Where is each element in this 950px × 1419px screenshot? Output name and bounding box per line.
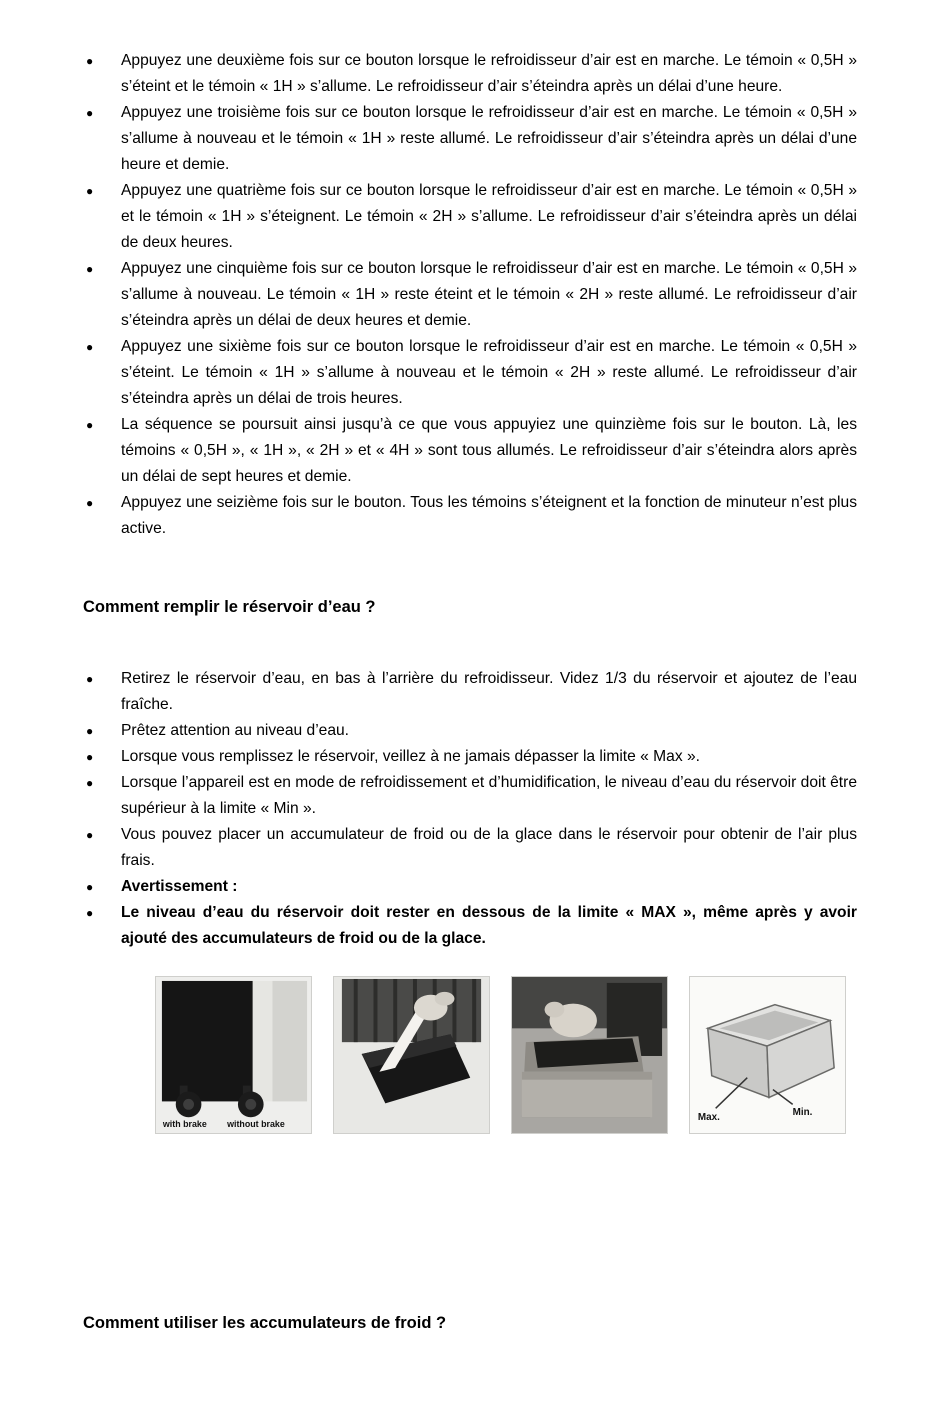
bullet-text: Appuyez une deuxième fois sur ce bouton lorsque le refroidisseur d’air est en marche. Le témoin « 0,5H » s’éteint et le témoin « 1H » s’allume. Le refroidisseur d’air s’éteindra après un délai d’une heure. (121, 52, 857, 95)
hand-in-tank-photo (511, 976, 668, 1134)
bullet-icon: ● (86, 750, 94, 764)
bullet-text: Appuyez une troisième fois sur ce bouton lorsque le refroidisseur d’air est en marche. Le témoin « 0,5H » s’allume à nouveau et le témoin « 1H » reste allumé. Le refroidisseur d’air s’éteindra après un délai d’une heure et demie. (121, 104, 857, 173)
bullet-item (83, 718, 857, 744)
bullet-item (83, 178, 857, 256)
timer-bullet-list (83, 48, 857, 542)
bullet-item (83, 256, 857, 334)
bullet-item (83, 874, 857, 900)
bullet-text: Lorsque l’appareil est en mode de refroidissement et d’humidification, le niveau d’eau du réservoir doit être supérieur à la limite « Min ». (121, 774, 857, 817)
bullet-item (83, 412, 857, 490)
remove-tank-photo (333, 976, 490, 1134)
bullet-icon: ● (86, 340, 94, 354)
bullet-text: Appuyez une sixième fois sur ce bouton lorsque le refroidisseur d’air est en marche. Le témoin « 0,5H » s’éteint. Le témoin « 1H » s’allume à nouveau et le témoin « 2H » reste allumé. Le refroidisseur d’air s’éteindra après un délai de trois heures. (121, 338, 857, 407)
section-heading-reservoir: Comment remplir le réservoir d’eau ? (83, 598, 376, 616)
cooler-casters-illustration (156, 977, 311, 1133)
bullet-item (83, 48, 857, 100)
bullet-item (83, 744, 857, 770)
bullet-text: Prêtez attention au niveau d’eau. (121, 722, 350, 739)
bullet-icon: ● (86, 672, 94, 686)
bullet-item (83, 666, 857, 718)
bullet-icon: ● (86, 418, 94, 432)
bullet-text: Appuyez une quatrième fois sur ce bouton lorsque le refroidisseur d’air est en marche. Le témoin « 0,5H » et le témoin « 1H » s’éteignent. Le témoin « 2H » s’allume. Le refroidisseur d’air s’éteindra après un délai de deux heures. (121, 182, 857, 251)
bullet-icon: ● (86, 828, 94, 842)
bullet-icon: ● (86, 906, 94, 920)
reservoir-bullet-list (83, 666, 857, 952)
hand-in-tank-illustration (512, 977, 667, 1133)
bullet-text: Vous pouvez placer un accumulateur de froid ou de la glace dans le réservoir pour obtenir de l’air plus frais. (121, 826, 857, 869)
without-brake-label: without brake (227, 1119, 285, 1130)
bullet-icon: ● (86, 496, 94, 510)
bullet-text: Le niveau d’eau du réservoir doit rester en dessous de la limite « MAX », même après y avoir ajouté des accumulateurs de froid ou de la glace. (121, 904, 857, 947)
bullet-text: Appuyez une cinquième fois sur ce bouton lorsque le refroidisseur d’air est en marche. Le témoin « 0,5H » s’allume à nouveau. Le témoin « 1H » reste éteint et le témoin « 2H » reste allumé. Le refroidisseur d’air s’éteindra après un délai de deux heures et demie. (121, 260, 857, 329)
bullet-icon: ● (86, 724, 94, 738)
tank-max-min-photo (689, 976, 846, 1134)
bullet-text: Lorsque vous remplissez le réservoir, veillez à ne jamais dépasser la limite « Max ». (121, 748, 700, 765)
remove-tank-illustration (334, 977, 489, 1133)
bullet-icon: ● (86, 880, 94, 894)
bullet-item (83, 334, 857, 412)
tank-max-min-illustration (690, 977, 845, 1133)
bullet-text: Retirez le réservoir d’eau, en bas à l’arrière du refroidisseur. Videz 1/3 du réservoir et ajoutez de l’eau fraîche. (121, 670, 857, 713)
bullet-item (83, 822, 857, 874)
bullet-item (83, 490, 857, 542)
bullet-icon: ● (86, 106, 94, 120)
cooler-casters-photo (155, 976, 312, 1134)
bullet-icon: ● (86, 776, 94, 790)
section-heading-accumulateurs: Comment utiliser les accumulateurs de froid ? (83, 1314, 447, 1332)
with-brake-label: with brake (162, 1119, 207, 1130)
bullet-icon: ● (86, 262, 94, 276)
bullet-item (83, 100, 857, 178)
figures-row (155, 976, 857, 1134)
bullet-icon: ● (86, 184, 94, 198)
max-label: Max. (697, 1112, 720, 1124)
bullet-text: Avertissement : (121, 878, 238, 895)
bullet-text: Appuyez une seizième fois sur le bouton. Tous les témoins s’éteignent et la fonction de minuteur n’est plus active. (121, 494, 857, 537)
bullet-icon: ● (86, 54, 94, 68)
min-label: Min. (792, 1107, 813, 1119)
bullet-item (83, 900, 857, 952)
bullet-text: La séquence se poursuit ainsi jusqu’à ce que vous appuyiez une quinzième fois sur le bouton. Là, les témoins « 0,5H », « 1H », « 2H » et « 4H » sont tous allumés. Le refroidisseur d’air s’éteindra alors après un délai de sept heures et demie. (121, 416, 857, 485)
bullet-item (83, 770, 857, 822)
